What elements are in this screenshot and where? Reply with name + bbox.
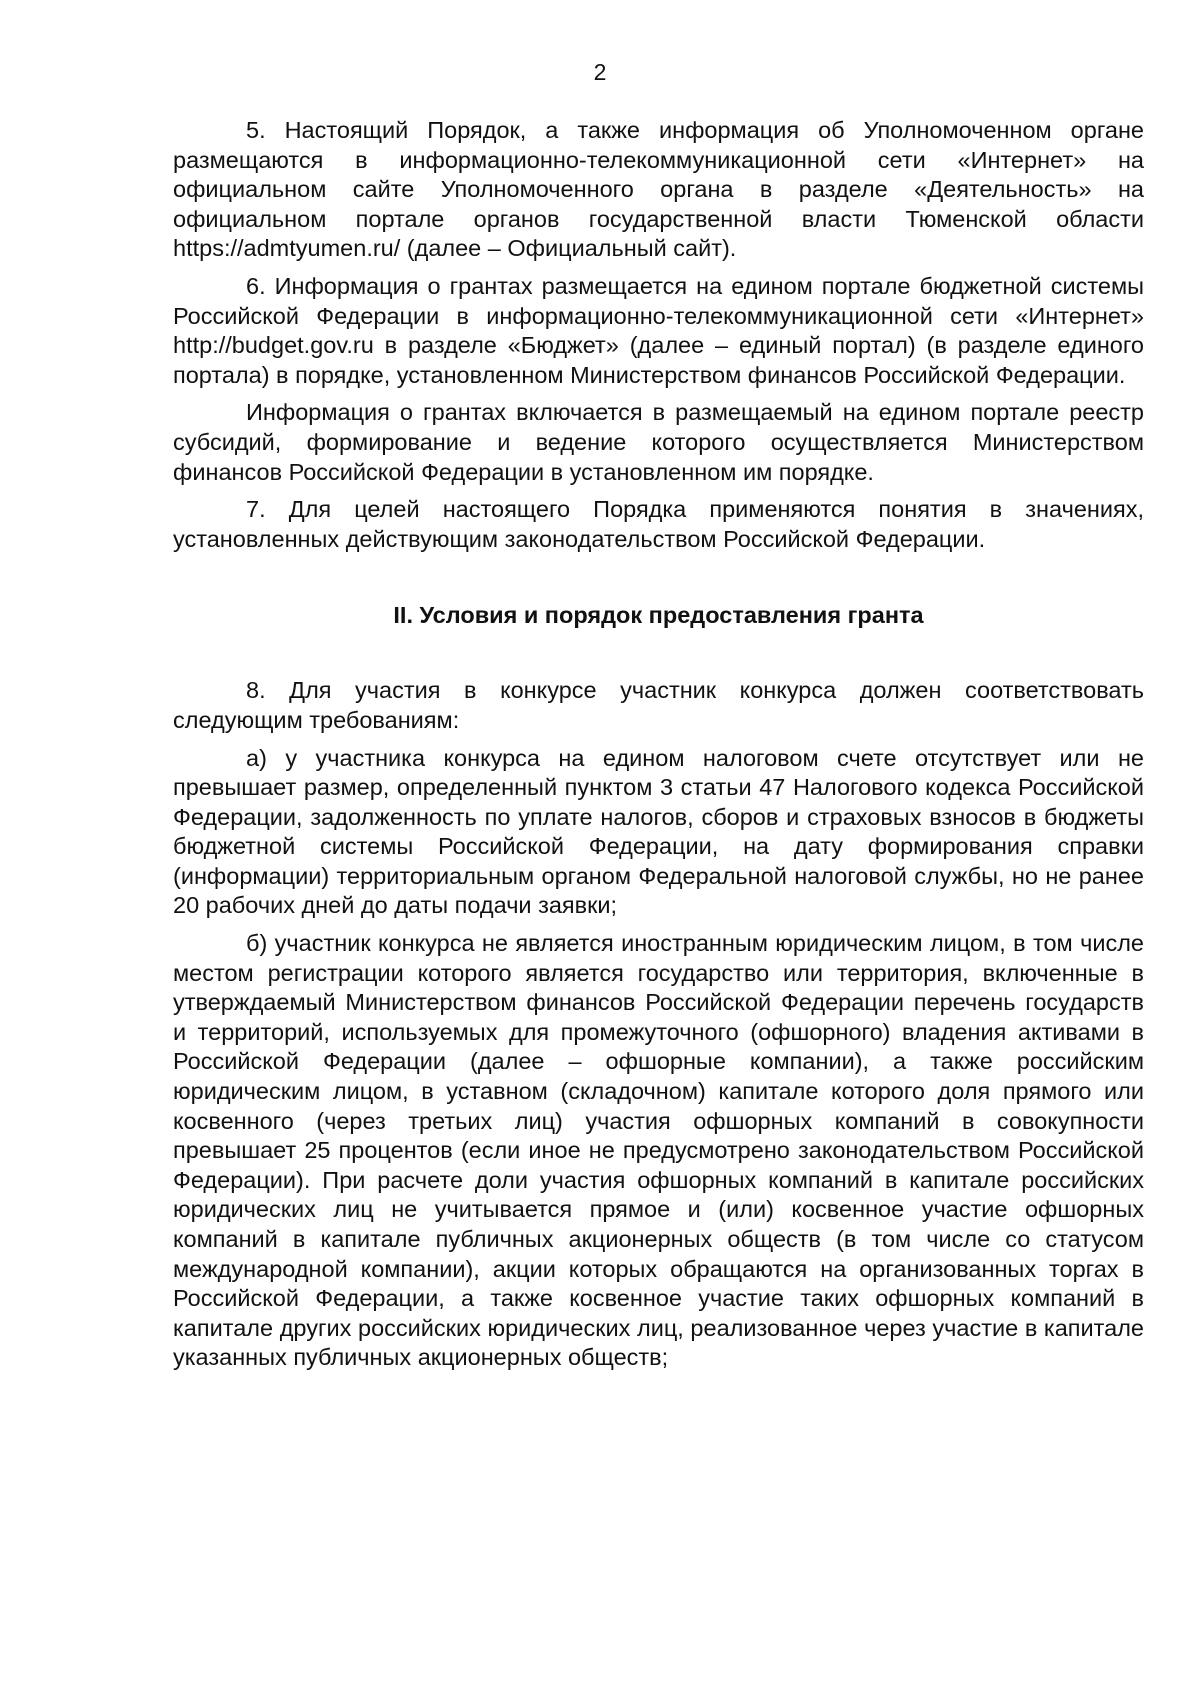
page-number: 2 bbox=[593, 59, 607, 85]
paragraph-6-continued: Информация о грантах включается в размещаемый на едином портале реестр субсидий, формирование и ведение которого осуществляется Министерством финансов Российской Федерации в установленном им порядке. bbox=[173, 399, 1144, 485]
paragraph-8-a: а) у участника конкурса на едином налоговом счете отсутствует или не превышает размер, определенный пунктом 3 статьи 47 Налогового кодекса Российской Федерации, задолженность по уплате налогов, сборов и страховых взносов в бюджеты бюджетной системы Российской Федерации, на дату формирования справки (информации) территориальным органом Федеральной налоговой службы, но не ранее 20 рабочих дней до даты подачи заявки; bbox=[173, 744, 1144, 919]
paragraph-6: 6. Информация о грантах размещается на едином портале бюджетной системы Российской Федерации в информационно-телекоммуникационной сети «Интернет» http://budget.gov.ru в разделе «Бюджет» (далее – единый портал) (в разделе единого портала) в порядке, установленном Министерством финансов Российской Федерации. bbox=[173, 272, 1144, 388]
paragraph-7: 7. Для целей настоящего Порядка применяются понятия в значениях, установленных действующим законодательством Российской Федерации. bbox=[173, 496, 1144, 552]
paragraph-8-b: б) участник конкурса не является иностранным юридическим лицом, в том числе местом регистрации которого является государство или территория, включенные в утверждаемый Министерством финансов Российской Федерации перечень государств и территорий, используемых для промежуточного (офшорного) владения активами в Российской Федерации (далее – офшорные компании), а также российским юридическим лицом, в уставном (складочном) капитале которого доля прямого или косвенного (через третьих лиц) участия офшорных компаний в совокупности превышает 25 процентов (если иное не предусмотрено законодательством Российской Федерации). При расчете доли участия офшорных компаний в капитале российских юридических лиц не учитывается прямое и (или) косвенное участие офшорных компаний в капитале публичных акционерных обществ (в том числе со статусом международной компании), акции которых обращаются на организованных торгах в Российской Федерации, а также косвенное участие таких офшорных компаний в капитале других российских юридических лиц, реализованное через участие в капитале указанных публичных акционерных обществ; bbox=[173, 930, 1144, 1371]
section-heading: II. Условия и порядок предоставления гранта bbox=[393, 602, 924, 629]
paragraph-5: 5. Настоящий Порядок, а также информация об Уполномоченном органе размещаются в информационно-телекоммуникационной сети «Интернет» на официальном сайте Уполномоченного органа в разделе «Деятельность» на официальном портале органов государственной власти Тюменской области https://admtyumen.ru/ (далее – Официальный сайт). bbox=[173, 117, 1144, 262]
paragraph-8: 8. Для участия в конкурсе участник конкурса должен соответствовать следующим требованиям: bbox=[173, 677, 1144, 733]
document-body bbox=[173, 116, 1144, 1381]
